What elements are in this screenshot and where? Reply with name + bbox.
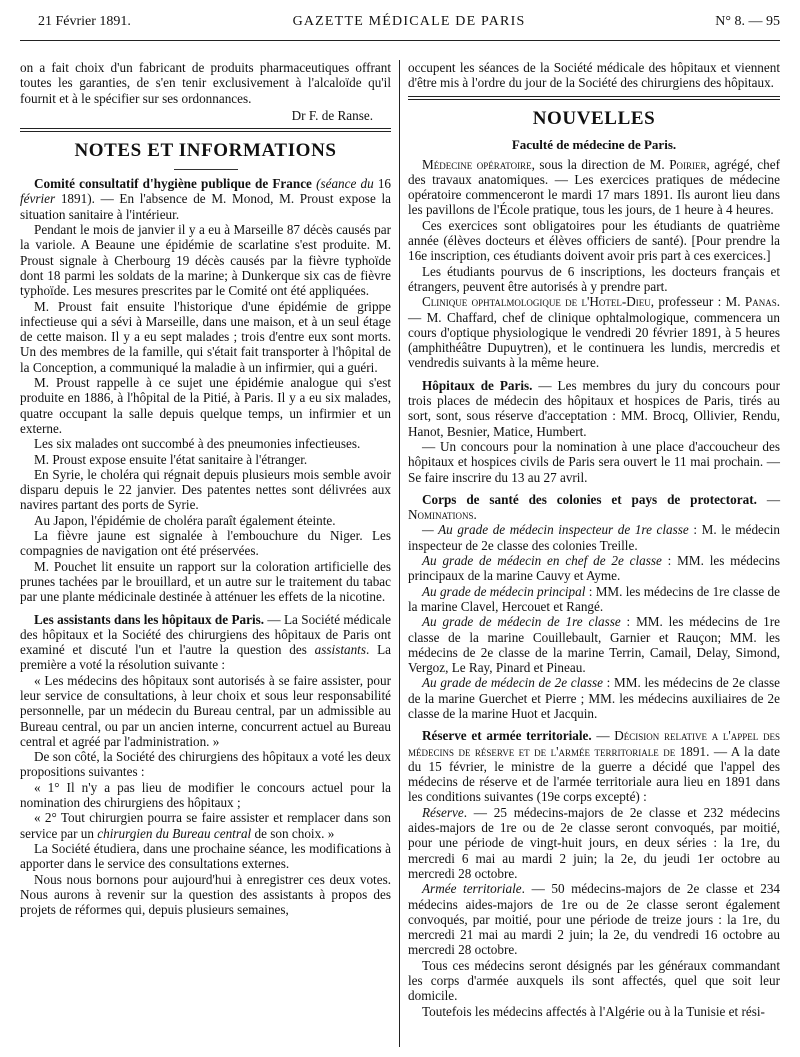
header-rule <box>20 40 780 41</box>
continued-paragraph: on a fait choix d'un fabricant de produits pharmaceutiques offrant toutes les garanties, de s'en tenir exclusivement à l'alcaloïde qu'il fournit et à le spécifier sur ses ordonnances. <box>20 60 391 106</box>
paragraph-territoriale: Armée territoriale. — 50 médecins-majors de 2e classe et 234 médecins aides-majors de 1re ou de 2e classe seront également convoqués, par moitié, pour une période de treize jours : la 1re, du mercredi 21 mai au mardi 2 juin; la 2e, du vendredi 16 octobre au mercredi 28 octobre. <box>408 881 781 958</box>
quote-proposition-2: « 2° Tout chirurgien pourra se faire assister et remplacer dans son service par un chirurgien du Bureau central de son choix. » <box>20 810 391 841</box>
continued-paragraph-right: occupent les séances de la Société médicale des hôpitaux et viennent d'être mis à l'ordre du jour de la Société des chirurgiens des hôpitaux. <box>408 60 780 91</box>
issue-date: 21 Février 1891. <box>38 14 131 29</box>
reserve-heading: Réserve et armée territoriale. <box>422 728 592 744</box>
section-title-notes: NOTES ET INFORMATIONS <box>74 140 337 162</box>
paragraph-grippe: M. Proust fait ensuite l'historique d'une épidémie de grippe infectieuse qui a sévi à Marseille, dans une maison, et à un seul étage de cette maison. Il y a eu sept malades ; trois d'entre eux sont morts. Un des membres de la famille, qui s'était fait transporter à l'hôpital de la Conception, a communiqué la maladie à un infirmier, qui a guéri. <box>20 298 391 375</box>
paragraph-etranger: M. Proust expose ensuite l'état sanitaire à l'étranger. <box>34 451 308 467</box>
left-column <box>20 60 391 917</box>
paragraph-niger: La fièvre jaune est signalée à l'embouchure du Niger. Les compagnies de navigation ont été préservées. <box>20 528 391 559</box>
paragraph-tous: Tous ces médecins seront désignés par les généraux commandant les corps d'armée auxquels ils sont affectés, quel que soit leur domicile. <box>408 957 780 1004</box>
section-title-nouvelles: NOUVELLES <box>532 107 656 129</box>
right-column <box>408 60 780 1019</box>
page-header <box>38 14 780 36</box>
quote-proposition-1: « 1° Il n'y a pas lieu de modifier le concours actuel pour la nomination des chirurgiens des hôpitaux ; <box>20 779 391 811</box>
section-rule <box>20 128 391 132</box>
paragraph-toutefois: Toutefois les médecins affectés à l'Algérie ou à la Tunisie et rési- <box>422 1003 765 1019</box>
paragraph-janvier: Pendant le mois de janvier il y a eu à Marseille 87 décès causés par la variole. A Beaune une épidémie de scarlatine s'est produite. M. Proust signale à Cherbourg 19 décès causés par la fièvre typhoïde dont 18 parmi les soldats de la marine; à Dunkerque six cas de fièvre typhoïde. Les mesures prescrites par le Comité ont été appliquées. <box>20 222 391 299</box>
paragraph-accoucheur: — Un concours pour la nomination à une place d'accoucheur des hôpitaux et hospices civils de Paris sera ouvert le 11 mai prochain. — Se faire inscrire du 13 au 27 avril. <box>408 438 780 485</box>
journal-title: GAZETTE MÉDICALE DE PARIS <box>292 14 526 29</box>
issue-number: N° 8. — 95 <box>715 14 780 29</box>
quote-resolution: « Les médecins des hôpitaux sont autorisés à se faire assister, pour leur service de consultations, à leur choix et sous leur responsabilité personnelle, par un médecin du Bureau central, par un admissible au Bureau central, ou par un ancien interne, concurrent actuel au Bureau central et agréé par l'administration. » <box>20 672 391 749</box>
nomination-inspecteur: — Au grade de médecin inspecteur de 1re classe : M. le médecin inspecteur de 2e classe des colonies Treille. <box>408 522 781 553</box>
nomination-2e-classe: Au grade de médecin de 2e classe : MM. les médecins de 2e classe de la marine Guerchet et Pierre ; MM. les médecins auxiliaires de 2e classe de la marine Huot et Jacquin. <box>408 675 780 721</box>
comite-paragraph: Comité consultatif d'hygiène publique de France (séance du 16 février 1891). — En l'absence de M. Monod, M. Proust expose la situation sanitaire à l'intérieur. <box>20 176 392 222</box>
paragraph-japon: Au Japon, l'épidémie de choléra paraît également éteinte. <box>34 512 336 528</box>
paragraph-pourvus: Les étudiants pourvus de 6 inscriptions, les docteurs français et étrangers, peuvent être autorisés à y prendre part. <box>408 263 780 294</box>
paragraph-succombe: Les six malades ont succombé à des pneumonies infectieuses. <box>34 436 361 452</box>
paragraph-obligatoires: Ces exercices sont obligatoires pour les étudiants de quatrième année (élèves docteurs et élèves officiers de santé). [Pour prendre la 16e inscription, ces étudiants doivent avoir pris part à ces exercices.] <box>408 217 780 264</box>
paragraph-bornons: Nous nous bornons pour aujourd'hui à enregistrer ces deux votes. Nous aurons à revenir sur la question des assistants à propos des projets de réformes qui, depuis plusieurs semaines, <box>20 871 391 918</box>
paragraph-syrie: En Syrie, le choléra qui régnait depuis plusieurs mois semble avoir disparu depuis le 22 janvier. Des patentes nettes sont délivrées aux navires partant des ports de Syrie. <box>20 466 391 513</box>
title-rule <box>174 169 238 170</box>
paragraph-pouchet: M. Pouchet lit ensuite un rapport sur la coloration artificielle des prunes tachées par le brouillard, et un autre sur le traitement du tabac par une plante médicinale destinée à atténuer les effets de la nicotine. <box>20 558 391 605</box>
hopitaux-heading: Hôpitaux de Paris. <box>422 377 533 393</box>
paragraph-etudiera: La Société étudiera, dans une prochaine séance, les modifications à apporter dans le service des consultations externes. <box>20 840 391 872</box>
comite-heading: Comité consultatif d'hygiène publique de France <box>34 176 312 192</box>
paragraph-clinique: Clinique ophtalmologique de l'Hotel-Dieu, professeur : M. Panas. — M. Chaffard, chef de clinique ophtalmologique, commencera un cours d'optique physiologique le vendredi 20 février 1891, à 5 heures (amphithéâtre Dupuytren), et le continuera les lundis, mercredis et vendredis suivants à la même heure. <box>408 294 780 371</box>
paragraph-corps-sante: Corps de santé des colonies et pays de protectorat. — Nominations. <box>408 491 780 523</box>
nomination-1re-classe: Au grade de médecin de 1re classe : MM. les médecins de 1re classe de la marine Couillebault, Garnier et Rauçon; MM. les médecins de 2e classe de la marine Terrin, Camail, Delay, Simond, Vergoz, Le Ray, Pinard et Pineau. <box>408 614 780 676</box>
nomination-principal: Au grade de médecin principal : MM. les médecins de 1re classe de la marine Clavel, Hercouet et Rangé. <box>408 583 780 614</box>
paragraph-deson: De son côté, la Société des chirurgiens des hôpitaux a voté les deux propositions suivantes : <box>20 749 391 780</box>
paragraph-reserve-armee: Réserve et armée territoriale. — Décision relative a l'appel des médecins de réserve et de l'armée territoriale de 1891. — A la date du 15 février, le ministre de la guerre a décidé que l'appel des médecins de réserve et de l'armée territoriale aura lieu en 1891 dans les conditions suivantes (19e corps excepté) : <box>408 728 780 805</box>
section-rule-right <box>408 96 780 100</box>
paragraph-medecine-operatoire: Médecine opératoire, sous la direction de M. Poirier, agrégé, chef des travaux anatomiques. — Les exercices pratiques de médecine opératoire commenceront le mardi 17 mars 1891. Ils auront lieu dans les pavillons de l'École pratique, tous les jours, de 1 heure à 4 heures. <box>408 156 780 218</box>
assistants-paragraph: Les assistants dans les hôpitaux de Paris. — La Société médicale des hôpitaux et la Société des chirurgiens des hôpitaux de Paris ont examiné et discuté l'un et l'autre la question des assistants. La première a voté la résolution suivante : <box>20 611 391 673</box>
nomination-chef: Au grade de médecin en chef de 2e classe : MM. les médecins principaux de la marine Cauvy et Ayme. <box>408 553 780 584</box>
column-divider <box>399 60 400 1047</box>
assistants-heading: Les assistants dans les hôpitaux de Paris. <box>34 611 265 627</box>
corps-heading: Corps de santé des colonies et pays de protectorat. <box>422 491 757 507</box>
faculte-heading: Faculté de médecine de Paris. <box>511 136 677 152</box>
paragraph-reserve: Réserve. — 25 médecins-majors de 2e classe et 232 médecins aides-majors de 1re ou de 2e classe seront convoqués, par moitié, pour une période de vingt-huit jours, en deux séries : la 1re, du mercredi 6 mai au mardi 2 juin; la 2e, du jeudi 1er octobre au mercredi 28 octobre. <box>408 804 780 881</box>
paragraph-pitie: M. Proust rappelle à ce sujet une épidémie analogue qui s'est produite en 1886, à l'hôpital de la Pitié, à Paris. Il y a eu six malades, quatre occupant la salle depuis quelque temps, un infirmier et un externe. <box>20 375 391 436</box>
paragraph-hopitaux: Hôpitaux de Paris. — Les membres du jury du concours pour trois places de médecin des hôpitaux et hospices de Paris, tirés au sort, sont, sous réserve d'acceptation : MM. Brocq, Ollivier, Rendu, Hanot, Besnier, Matice, Humbert. <box>408 377 781 439</box>
author-signature: Dr F. de Ranse. <box>291 107 373 123</box>
